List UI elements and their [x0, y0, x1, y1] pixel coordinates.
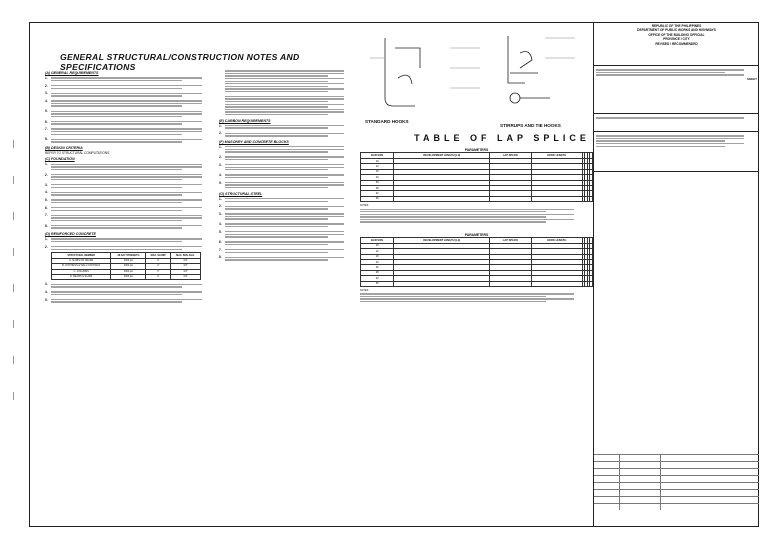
item-number: 8. [45, 137, 48, 142]
table-cell: C. COLUMNS [52, 269, 111, 274]
list-item [219, 145, 354, 154]
notes-column-middle [219, 69, 354, 263]
item-number: 4. [45, 190, 48, 195]
table-cell: 3/4" [170, 264, 200, 269]
table-cell: 25 [361, 180, 394, 185]
table-cell: 16 [361, 254, 394, 259]
item-number: 4. [45, 290, 48, 295]
table-cell: 3000 psi [111, 274, 146, 279]
list-item [219, 95, 354, 117]
table-cell: 10 [361, 159, 394, 164]
section-heading: (A) GENERAL REQUIREMENTS [45, 71, 99, 75]
table-header: 28 DAY STRENGTH [111, 253, 146, 258]
notes-label: NOTES: [360, 204, 369, 208]
sheet-label: SHEET [746, 76, 757, 81]
table-header: HOOK LENGTH [531, 237, 582, 243]
lap-splice-title: TABLE OF LAP SPLICE [414, 133, 590, 143]
item-number: 2. [219, 155, 222, 160]
table-row [361, 281, 593, 286]
concrete-strength-table [51, 252, 201, 280]
agency-line: DEPARTMENT OF PUBLIC WORKS AND HIGHWAYS [637, 28, 716, 33]
list-item [45, 76, 215, 82]
section-heading: (B) DESIGN CRITERIA [45, 145, 83, 150]
table-header: HOOK LENGTH [531, 153, 582, 159]
item-number: 3. [45, 91, 48, 96]
notes-column-left [45, 69, 215, 305]
item-number: 1. [45, 162, 48, 167]
list-item [219, 240, 354, 246]
item-number: 7. [45, 127, 48, 132]
notes-label: NOTES: [360, 288, 369, 292]
item-number: 2. [45, 83, 48, 88]
agency-line: PROVINCE / CITY [663, 37, 690, 42]
agency-line: OFFICE OF THE BUILDING OFFICIAL [648, 32, 705, 37]
lap-splice-area [360, 148, 593, 304]
table-cell: 3000 psi [111, 264, 146, 269]
item-number: 6. [219, 240, 222, 245]
list-item [219, 163, 354, 172]
list-item [219, 124, 354, 130]
table-header: BAR SIZE [361, 153, 394, 159]
list-item [219, 69, 354, 93]
list-item [45, 127, 215, 136]
item-number: 5. [45, 297, 48, 302]
blank-area [594, 172, 759, 454]
list-item [45, 91, 215, 97]
item-number: 3. [45, 282, 48, 287]
list-item [45, 224, 215, 230]
item-number: 2. [219, 131, 222, 136]
table-cell: 12 [361, 164, 394, 169]
item-number: 5. [45, 109, 48, 114]
table-cell: 32 [361, 191, 394, 196]
section-heading: (D) REINFORCED CONCRETE [45, 231, 96, 236]
page-title: GENERAL STRUCTURAL/CONSTRUCTION NOTES AND SPECIFICATIONS [60, 52, 300, 72]
item-number: 5. [219, 180, 222, 185]
table-cell: 3000 psi [111, 269, 146, 274]
table-cell: 12 [361, 249, 394, 254]
item-number: 1. [219, 196, 222, 201]
table-cell: B. FOOTINGS & WALL FOOTINGS [52, 264, 111, 269]
agency-line: REPUBLIC OF THE PHILIPPINES [651, 24, 702, 28]
item-number: 7. [219, 247, 222, 252]
table-cell: 36 [361, 281, 394, 286]
table-cell: 3/4" [170, 258, 200, 263]
table-notes-2 [360, 289, 593, 303]
parameters-heading: PARAMETERS [464, 148, 489, 152]
table-cell: 28 [361, 270, 394, 275]
hook-drawing [360, 28, 580, 128]
list-item [219, 230, 354, 239]
agency-line: REVISED / RECOMMENDED [655, 41, 698, 46]
item-number: 8. [45, 223, 48, 228]
list-item [219, 131, 354, 137]
list-item [219, 181, 354, 190]
table-header: BAR SIZE [361, 237, 394, 243]
table-cell: 28 [361, 185, 394, 190]
list-item [45, 99, 215, 108]
item-number: 1. [219, 144, 222, 149]
section-heading: (F) MASONRY AND CONCRETE BLOCKS [219, 139, 289, 144]
item-number: 3. [219, 212, 222, 217]
table-cell: A. SLABS ON GRADE [52, 258, 111, 263]
item-number: 5. [219, 229, 222, 234]
table-cell: 25 [361, 265, 394, 270]
list-item [45, 282, 215, 288]
table-header: DEVELOPMENT LENGTH (Ld) [394, 237, 490, 243]
item-number: 1. [45, 76, 48, 81]
table-cell: 10 [361, 243, 394, 248]
list-item [45, 237, 215, 243]
item-number: 5. [45, 198, 48, 203]
table-header: DEVELOPMENT LENGTH (Ld) [394, 153, 490, 159]
lap-splice-table [360, 152, 593, 202]
list-item [219, 197, 354, 203]
list-item [45, 245, 215, 251]
agency-header [594, 22, 759, 66]
item-number: 3. [45, 182, 48, 187]
list-item [45, 173, 215, 182]
item-number: 6. [45, 205, 48, 210]
table-header: MAX. SIZE AGG. [170, 253, 200, 258]
list-item [45, 190, 215, 196]
item-number: 1. [219, 123, 222, 128]
list-item [45, 213, 215, 222]
title-block [593, 22, 759, 527]
drawing-info-box [594, 114, 759, 132]
revision-grid [594, 454, 759, 510]
table-cell: 20 [361, 259, 394, 264]
table-cell: 4" [146, 274, 171, 279]
list-item [219, 248, 354, 254]
table-cell: 16 [361, 169, 394, 174]
item-number: 6. [45, 119, 48, 124]
list-item [45, 109, 215, 118]
list-item [45, 198, 215, 204]
hook-details [360, 28, 580, 128]
list-item [219, 204, 354, 210]
item-number: 3. [219, 162, 222, 167]
list-item [219, 155, 354, 161]
standard-hooks-caption: STANDARD HOOKS [365, 119, 409, 124]
table-row [52, 274, 201, 279]
item-number: 2. [219, 204, 222, 209]
list-item [45, 162, 215, 171]
remarks-box [594, 132, 759, 172]
table-header: LAP SPLICE [490, 237, 531, 243]
table-cell: 3/4" [170, 269, 200, 274]
list-item [45, 290, 215, 296]
stirrups-caption: STIRRUPS AND TIE HOOKS [500, 123, 561, 128]
list-item [45, 298, 215, 304]
list-item [219, 212, 354, 221]
table-cell: D. BEAMS & SLABS [52, 274, 111, 279]
table-cell: 36 [361, 196, 394, 201]
item-number: 4. [45, 99, 48, 104]
table-cell: 4" [146, 258, 171, 263]
section-heading: (G) STRUCTURAL STEEL [219, 191, 263, 196]
item-number: 1. [45, 237, 48, 242]
list-item [219, 255, 354, 261]
parameters-heading-2: PARAMETERS [464, 232, 489, 237]
table-header: STRUCTURAL MEMBER [52, 253, 111, 258]
list-item [45, 137, 215, 143]
table-cell: 3/4" [170, 274, 200, 279]
project-info-box [594, 66, 759, 114]
table-cell: 4" [146, 269, 171, 274]
item-number: 7. [45, 213, 48, 218]
paragraph: REFER TO STRUCTURAL COMPUTATIONS. [45, 150, 111, 155]
list-item [219, 222, 354, 228]
item-number: 2. [45, 244, 48, 249]
table-header: LAP SPLICE [490, 153, 531, 159]
table-header: MAX. SLUMP [146, 253, 171, 258]
list-item [219, 173, 354, 179]
lap-splice-table-2 [360, 237, 593, 287]
table-cell: 3000 psi [111, 258, 146, 263]
table-cell: 4" [146, 264, 171, 269]
list-item [45, 84, 215, 90]
section-heading: (C) FOUNDATION [45, 157, 75, 162]
table-row [361, 196, 593, 201]
item-number: 8. [219, 255, 222, 260]
list-item [45, 120, 215, 126]
table-cell: 20 [361, 175, 394, 180]
binding-strip [8, 140, 18, 400]
item-number: 4. [219, 222, 222, 227]
item-number: 4. [219, 172, 222, 177]
table-cell: 32 [361, 276, 394, 281]
list-item [45, 206, 215, 212]
section-heading: (E) CARBON REQUIREMENTS [219, 118, 271, 123]
table-notes [360, 204, 593, 223]
list-item [45, 183, 215, 189]
item-number: 2. [45, 172, 48, 177]
